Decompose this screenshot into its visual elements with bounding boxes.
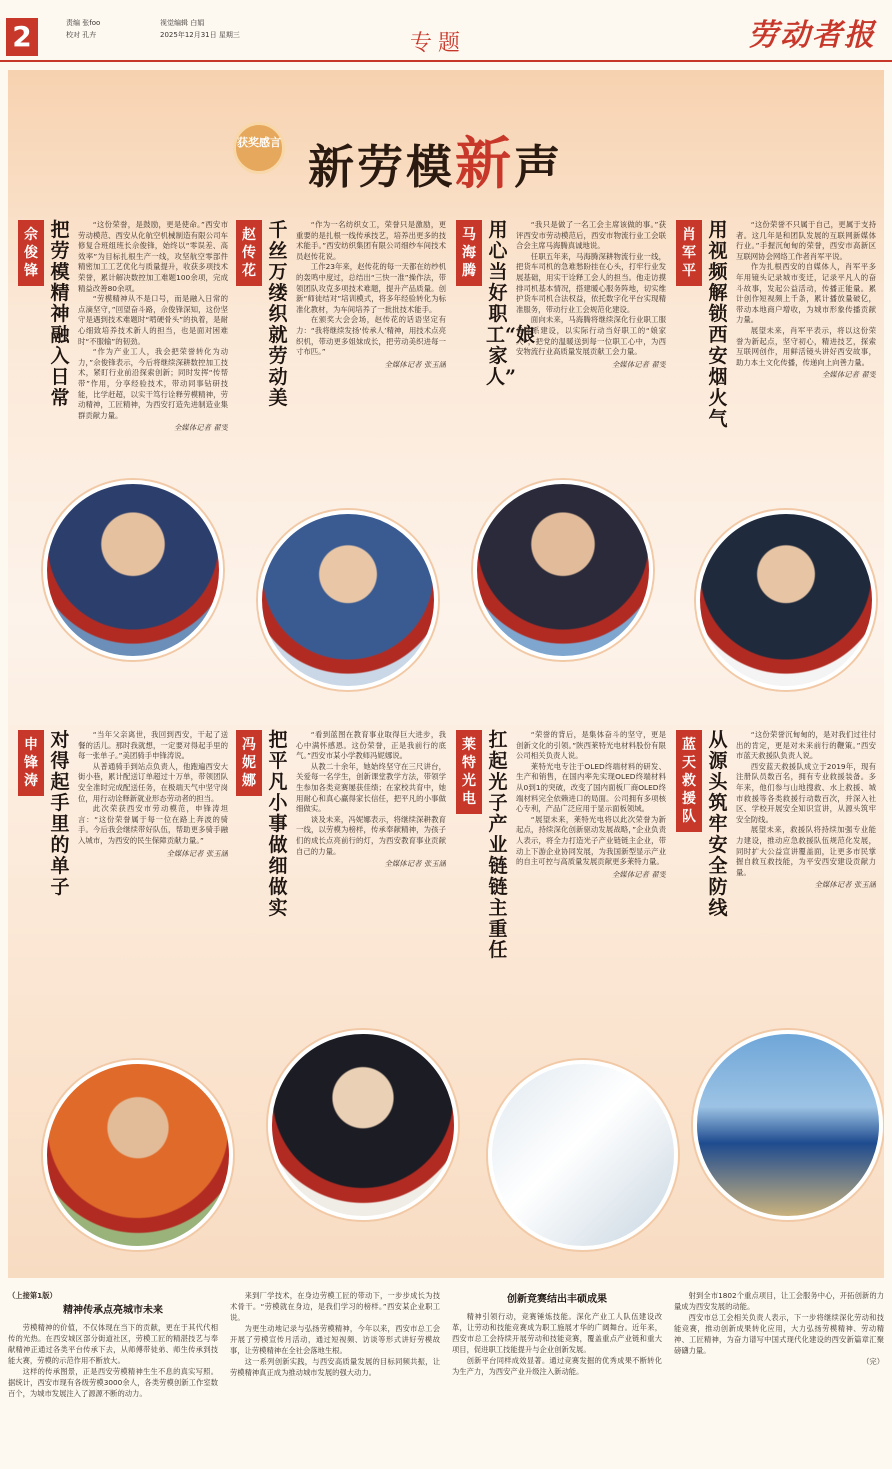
portrait-2 xyxy=(258,510,438,690)
story-body-4: “这份荣誉不只属于自己，更属于支持者。这几年是和团队发展的互联网新媒体行业。”手握沉甸甸的荣誉，西安市高新区互联网协会网络工作者肖军平说。 作为扎根西安的自媒体人，肖军平多年用镜头记录城市变迁，记录平凡人的奋斗故事，发起公益活动，传播正能量。累计创作短视频上千条，累计播放量破亿，带动本地商户增收，为城市形象传播贡献力量。 展望未来，肖军平表示，将以这份荣誉为新起点，坚守初心，精进技艺，探索互联网创作，用鲜活镜头讲好西安故事，助力本土文化传播，传递向上向善力量。 全媒体记者 翟雯 xyxy=(736,220,876,380)
story-title-3: 用心当好职工“娘家人” xyxy=(486,219,535,388)
continued-article xyxy=(8,1290,884,1465)
bottom-column-3: 创新竞赛结出丰硕成果 精神引领行动，竞赛锤炼技能。深化产业工人队伍建设改革，让劳动和技能竞赛成为职工施展才华的广阔舞台。近年来，西安市总工会持续开展劳动和技能竞赛，覆盖重点产业链和重大项目，促进职工技能提升与企业创新发展。 创新平台同样成效显著。通过竞赛发掘的优秀成果不断转化为生产力，为西安产业升级注入新动能。 xyxy=(452,1294,662,1376)
story-title-7: 扛起光子产业链链主重任 xyxy=(488,729,508,961)
name-tag-2: 赵传花 xyxy=(236,220,262,286)
bottom-column-2: 来到厂学技术，在身边劳模工匠的带动下，一步步成长为技术骨干。“劳模就在身边，是我们学习的榜样。”西安某企业职工说。 为更生动地记录与弘扬劳模精神，今年以来，西安市总工会开展了劳模宣传月活动，通过短视频、访谈等形式讲好劳模故事，让劳模精神在全社会落地生根。 这一系列创新实践，与西安高质量发展的目标同频共振，让劳模精神真正成为推动城市发展的强大动力。 xyxy=(230,1291,440,1377)
story-body-5: “当年父亲离世，我回到西安，干起了送餐的活儿。那时我就想，一定要对得起手里的每一张单子。”美团骑手申锋涛说。 从普通骑手到站点负责人，他跑遍西安大街小巷，累计配送订单超过十万单，带领团队安全准时完成配送任务，在极端天气中坚守岗位，用行动诠释新就业形态劳动者的担当。 此次荣获西安市劳动模范，申锋涛坦言：“这份荣誉属于每一位在路上奔波的骑手。今后我会继续带好队伍，帮助更多骑手融入城市，为西安的民生保障贡献力量。” 全媒体记者 张玉涵 xyxy=(78,730,228,858)
rescue-team-photo xyxy=(693,1030,883,1220)
feature-area xyxy=(8,70,884,1278)
bottom-column-4: 射到全市1802个重点项目，让工会服务中心，开拓创新的力量成为西安发展的动能。 西安市总工会相关负责人表示，下一步将继续深化劳动和技能竞赛，推动创新成果转化应用，大力弘扬劳模精神、劳动精神、工匠精神，为奋力谱写中国式现代化建设的西安新篇章汇聚磅礴力量。 （完） xyxy=(674,1291,884,1366)
portrait-1 xyxy=(43,480,223,660)
name-tag-1: 佘俊锋 xyxy=(18,220,44,286)
name-tag-4: 肖军平 xyxy=(676,220,702,286)
story-title-1: 把劳模精神融入日常 xyxy=(50,219,70,409)
story-body-8: “这份荣誉沉甸甸的，是对我们过往付出的肯定，更是对未来前行的鞭策。”西安市蓝天救援队负责人说。 西安蓝天救援队成立于2019年，现有注册队员数百名，拥有专业救援装备。多年来，他们参与山地搜救、水上救援、城市救援等各类救援行动数百次，并深入社区、学校开展安全知识宣讲，从源头筑牢安全防线。 展望未来，救援队将持续加强专业能力建设，推动应急救援队伍规范化发展，同时扩大公益宣讲覆盖面，让更多市民掌握自救互救技能，为平安西安建设贡献力量。 全媒体记者 张玉涵 xyxy=(736,730,876,890)
lab-photo xyxy=(488,1060,678,1250)
section-title: 专题 xyxy=(410,31,467,56)
story-body-3: “我只是做了一名工会主席该做的事。”获评西安市劳动模范后，西安市物流行业工会联合会主席马海腾真诚地说。 任职五年来，马海腾深耕物流行业一线，把货车司机的急难愁盼挂在心头，打牢行业发展基础，用实干诠释工会人的担当。他走访摸排司机基本情况，搭建暖心服务阵地，切实维护货车司机合法权益，依托数字化平台实现精准服务，带动行业工会规范化建设。 面向未来，马海腾将继续深化行业职工服务体系建设，以实际行动当好职工的“娘家人”，把党的温暖送到每一位职工心中，为西安物流行业高质量发展贡献工会力量。 全媒体记者 翟雯 xyxy=(516,220,666,369)
story-title-4: 用视频解锁西安烟火气 xyxy=(708,219,728,430)
bottom-column-1: （上接第1版） 精神传承点亮城市未来 劳模精神的价值，不仅体现在当下的贡献，更在于其代代相传的光热。在西安城区部分街道社区，劳模工匠的精湛技艺与奉献精神正通过各类平台传承下去，从师傅带徒弟、师生传承到技能大赛，劳模的示范作用不断放大。 这样的传承图景，正是西安劳模精神生生不息的真实写照。据统计，西安市现有各级劳模3000余人，各类劳模创新工作室数百个，为城市发展注入了源源不断的动力。 xyxy=(8,1291,218,1398)
name-tag-5: 申锋涛 xyxy=(18,730,44,796)
name-tag-7: 莱特光电 xyxy=(456,730,482,814)
story-title-2: 千丝万缕织就劳动美 xyxy=(268,219,288,409)
visual-credit: 视觉编辑 白娟 xyxy=(160,19,205,27)
name-tag-8: 蓝天救援队 xyxy=(676,730,702,832)
story-body-1: “这份荣誉，是鼓励，更是使命。”西安市劳动模范、西安从化航空机械制造有限公司车修复合班组班长佘俊锋，始终以“零误差、高效率”为目标扎根生产一线，攻坚航空零部件精密加工工艺优化与质量提升，收获多项技术荣誉，累计解决数控加工难题100余项，完成精益改善80余项。 “劳模精神从不是口号，而是融入日常的点滴坚守，”回望奋斗路，佘俊锋深知，这份坚守是遇到技术难题时“啃硬骨头”的执着，是耐心细致培养技术新人的担当，也是面对困难时“不服输”的韧劲。 “作为产业工人，我会把荣誉转化为动力，”佘俊锋表示，今后将继续深耕数控加工技术，紧盯行业前沿探索创新；同时发挥“传帮带”作用，分享经验技术，带动同事钻研技能，比学赶超，以实干笃行诠释劳模精神，劳动精神，工匠精神，为西安打造先进制造业集群贡献力量。 全媒体记者 翟雯 xyxy=(78,220,228,433)
editor-credit: 责编 张foo xyxy=(66,19,101,27)
masthead: 劳动者报 xyxy=(748,18,876,53)
story-body-7: “荣誉的背后，是集体奋斗的坚守，更是创新文化的引领。”陕西莱特光电材料股份有限公司相关负责人说。 莱特光电专注于OLED终端材料的研发、生产和销售，在国内率先实现OLED终端材料从0到1的突破，改变了国内面板厂商OLED终端材料完全依赖进口的局面。公司拥有多项核心专利，产品广泛应用于显示面板领域。 “展望未来，莱特光电将以此次荣誉为新起点，持续深化创新驱动发展战略，”企业负责人表示，将全力打造光子产业链链主企业，带动上下游企业协同发展，为我国新型显示产业的自主可控与高质量发展贡献更多莱特力量。 全媒体记者 翟雯 xyxy=(516,730,666,879)
portrait-5 xyxy=(43,1060,233,1250)
award-badge: 获奖感言 xyxy=(233,122,285,174)
page-header xyxy=(0,0,892,62)
page-number: 2 xyxy=(6,18,38,56)
story-title-8: 从源头筑牢安全防线 xyxy=(708,729,728,919)
story-title-5: 对得起手里的单子 xyxy=(50,729,70,898)
issue-date: 2025年12月31日 星期三 xyxy=(160,31,240,39)
portrait-3 xyxy=(473,480,653,660)
name-tag-3: 马海腾 xyxy=(456,220,482,286)
feature-title: 新劳模新声 xyxy=(308,131,563,197)
portrait-6 xyxy=(268,1030,458,1220)
story-title-6: 把平凡小事做细做实 xyxy=(268,729,288,919)
proof-credit: 校对 孔卉 xyxy=(66,31,97,39)
portrait-4 xyxy=(696,510,876,690)
story-body-6: “看到蓝图在教育事业取得巨大进步，我心中满怀感恩。这份荣誉，正是我前行的底气。”西安市某小学教师冯妮娜说。 从教二十余年，她始终坚守在三尺讲台，关爱每一名学生，创新课堂教学方法，带领学生参加各类竞赛屡获佳绩；在家校共育中，她用耐心和真心赢得家长信任，把平凡的小事做细做实。 谈及未来，冯妮娜表示，将继续深耕教育一线，以劳模为榜样，传承奉献精神，为孩子们的成长点亮前行的灯，为西安教育事业贡献自己的力量。 全媒体记者 张玉涵 xyxy=(296,730,446,869)
story-body-2: “作为一名纺织女工，荣誉只是激励，更重要的是扎根一线传承技艺，培养出更多的技术能手。”西安纺织集团有限公司细纱车间技术员赵传花说。 工作23年来，赵传花的每一天都在纺纱机的轰鸣中度过，总结出“三快一准”操作法，带领团队攻克多项技术难题，提升产品质量。创新“师徒结对”培训模式，将多年经验转化为标准化教材，为车间培养了一批批技术能手。 在颁奖大会会场，赵传花的话语坚定有力：“我将继续发扬‘传承人’精神，用技术点亮织机，带动更多姐妹成长，把劳动美织进每一寸布匹。” 全媒体记者 张玉涵 xyxy=(296,220,446,369)
name-tag-6: 冯妮娜 xyxy=(236,730,262,796)
